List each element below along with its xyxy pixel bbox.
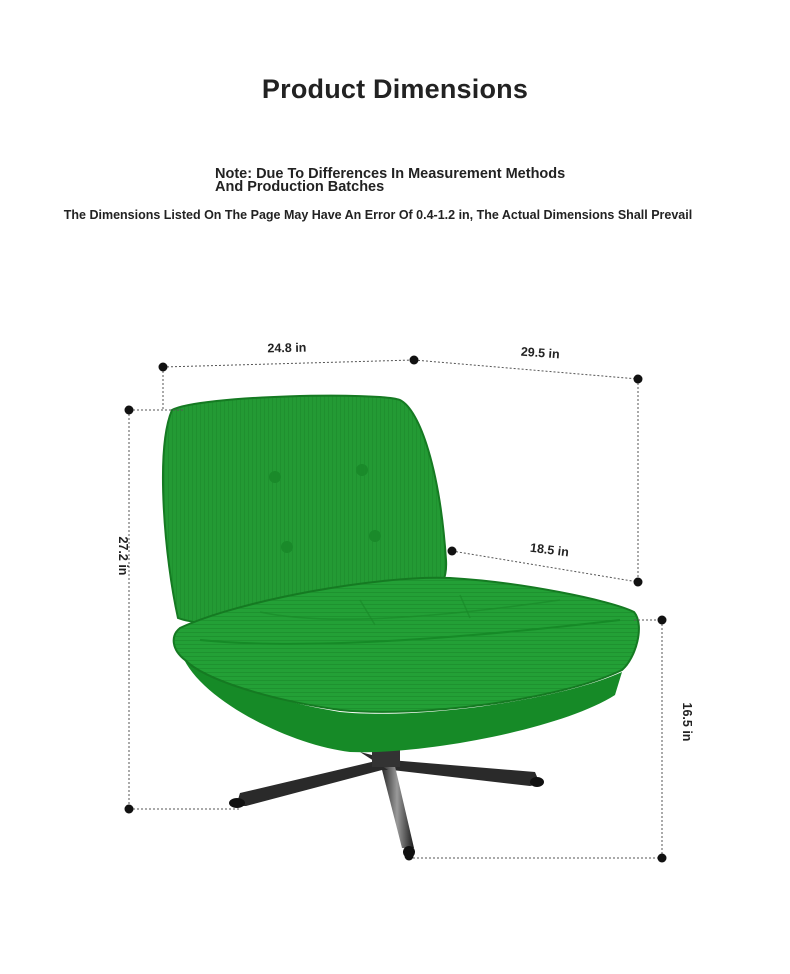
tuft-button [281, 541, 293, 553]
page-title: Product Dimensions [261, 74, 529, 104]
note-line-1: Note: Due To Differences In Measurement Methods [215, 166, 566, 182]
width-label: 24.8 in [267, 340, 307, 356]
total-height-label: 27.2 in [116, 536, 130, 576]
seat-depth-label: 18.5 in [529, 540, 570, 560]
dimension-disclaimer: The Dimensions Listed On The Page May Have An Error Of 0.4-1.2 in, The Actual Dimensions Shall Prevail [63, 208, 693, 222]
tuft-button [369, 530, 381, 542]
swivel-base [229, 745, 544, 858]
tuft-button [269, 471, 281, 483]
depth-label: 29.5 in [520, 344, 561, 362]
note-line-2: And Production Batches [215, 179, 385, 195]
tuft-button [356, 464, 368, 476]
seat-height-label: 16.5 in [680, 702, 694, 742]
chair-illustration [163, 396, 639, 858]
